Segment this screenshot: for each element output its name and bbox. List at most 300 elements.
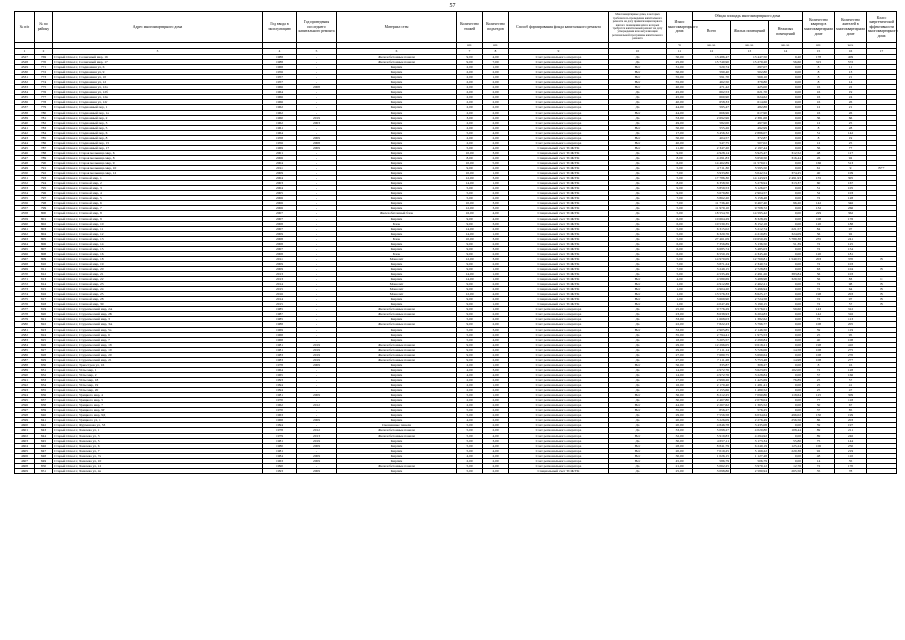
cell-area-living: 14 595,42 [731,211,769,216]
cell-area-living: 614,66 [731,100,769,105]
cell-year-overhaul: - [297,181,337,186]
cell-apartments: 72 [803,297,835,302]
cell-year-overhaul: - [297,75,337,80]
cell-area-nonliving: 316,44 [769,155,803,160]
cell-wall-material: Кирпич [337,80,457,85]
cell-year-built: 2014 [263,282,297,287]
cell-entrances: 3,00 [483,206,509,211]
cell-entrances: 2,00 [483,297,509,302]
cell-year-overhaul: - [297,261,337,266]
cell-fund-method: Специальный счет ТСЖ/УК [509,221,609,226]
cell-fund-method: Специальный счет ТСЖ/УК [509,241,609,246]
cell-year-overhaul: 2009 [297,453,337,458]
cell-area-living: 3 042,54 [731,171,769,176]
cell-year-overhaul: 2019 [297,347,337,352]
cell-apartments: 56 [803,145,835,150]
cell-must-overhaul: Да [609,307,667,312]
cell-fund-method: Счет регионального оператора [509,90,609,95]
cell-address: Старый Оскол г, Степной мкр, 13 [53,236,263,241]
cell-fund-method: Специальный счет ТСЖ/УК [509,226,609,231]
cell-must-overhaul: Да [609,236,667,241]
cell-emergency: 44,00 [667,110,693,115]
cell-area-living: 3 488,98 [731,277,769,282]
cell-area-total: 590,40 [693,70,731,75]
cell-year-overhaul: - [297,423,337,428]
cell-num: 4528 [15,60,35,65]
cell-wall-material: Кирпич [337,130,457,135]
cell-emergency: 56,00 [667,362,693,367]
cell-wall-material: Кирпич [337,383,457,388]
cell-year-built: 1969 [263,145,297,150]
cell-area-total: 7 111,28 [693,357,731,362]
cell-address: Старый Оскол г, Старая мельница мкр, 10 [53,166,263,171]
cell-residents: 26 [835,110,867,115]
cell-emergency: 5,00 [667,226,693,231]
cell-fund-method: Специальный счет ТСЖ/УК [509,256,609,261]
cell-fund-method: Счет регионального оператора [509,352,609,357]
cell-emergency: 5,00 [667,236,693,241]
cell-num-district: 778 [35,100,53,105]
cell-num: 4563 [15,236,35,241]
cell-emergency: 50,00 [667,135,693,140]
cell-area-total: 4 711,30 [693,166,731,171]
cell-num: 4592 [15,383,35,388]
cell-num-district: 816 [35,292,53,297]
cell-area-living: 2 197,44 [731,145,769,150]
cell-must-overhaul: Да [609,221,667,226]
cell-area-nonliving: 0,00 [769,211,803,216]
cell-apartments: 8 [803,80,835,85]
cell-floors: 4,00 [457,418,483,423]
cell-area-total: 2 347,20 [693,145,731,150]
cell-residents: 21 [835,105,867,110]
cell-area-nonliving: 0,00 [769,251,803,256]
cell-entrances: 2,00 [483,95,509,100]
cell-entrances: 2,00 [483,226,509,231]
cell-area-living: 4 219,85 [731,231,769,236]
cell-area-total: 4 846,78 [693,423,731,428]
cell-residents: 21 [835,75,867,80]
cell-num: 4548 [15,160,35,165]
cell-year-built: 1981 [263,448,297,453]
cell-entrances: 2,00 [483,85,509,90]
cell-floors: 9,00 [457,246,483,251]
cell-num-district: 839 [35,408,53,413]
cell-num-district: 817 [35,297,53,302]
cell-year-built: 2003 [263,181,297,186]
cell-must-overhaul: Да [609,463,667,468]
cell-entrances: 2,00 [483,408,509,413]
cell-num: 4565 [15,246,35,251]
cell-area-living: 506,79 [731,458,769,463]
cell-area-nonliving: 0,00 [769,80,803,85]
cell-wall-material: Железобетонные панели [337,352,457,357]
cell-area-nonliving: 0,00 [769,85,803,90]
cell-emergency: 6,00 [667,241,693,246]
cell-wall-material: Железобетонные панели [337,342,457,347]
cell-residents: 97 [835,226,867,231]
cell-entrances: 2,00 [483,458,509,463]
cell-num: 4573 [15,287,35,292]
cell-num: 4544 [15,140,35,145]
cell-area-total: 555,26 [693,125,731,130]
cell-must-overhaul: Нет [609,362,667,367]
cell-year-built: 1966 [263,95,297,100]
cell-num-district: 830 [35,362,53,367]
cell-floors: 9,00 [457,282,483,287]
cell-area-total: 7 111,14 [693,347,731,352]
cell-emergency: 6,00 [667,160,693,165]
cell-num-district: 837 [35,398,53,403]
cell-area-total: 10 530,35 [693,221,731,226]
cell-area-total: 4 972,76 [693,372,731,377]
cell-fund-method: Специальный счет ТСЖ/УК [509,155,609,160]
cell-num: 4552 [15,181,35,186]
cell-wall-material: Кирпич [337,378,457,383]
cell-apartments: 235 [803,236,835,241]
cell-address: Старый Оскол г, Степной мкр, 3 [53,186,263,191]
cell-fund-method: Счет регионального оператора [509,367,609,372]
cell-area-living: 6 576,01 [731,307,769,312]
cell-area-total: 4 928,14 [693,150,731,155]
cell-area-living: 3 595,50 [731,166,769,171]
cell-area-nonliving: 0,00 [769,312,803,317]
cell-area-nonliving: 0,00 [769,342,803,347]
cell-floors: 14,00 [457,231,483,236]
cell-wall-material: Кирпич [337,186,457,191]
cell-wall-material: Кирпич [337,246,457,251]
cell-area-living: 2 299,84 [731,337,769,342]
cell-area-nonliving: 0,00 [769,302,803,307]
cell-address: Старый Оскол г, Хмелева ул, 4а [53,468,263,473]
cell-emergency: 17,00 [667,130,693,135]
cell-year-built: 2015 [263,287,297,292]
cell-fund-method: Счет регионального оператора [509,433,609,438]
cell-must-overhaul: Да [609,322,667,327]
cell-area-nonliving: 0,00 [769,206,803,211]
cell-year-overhaul: 2009 [297,362,337,367]
cell-fund-method: Счет регионального оператора [509,383,609,388]
cell-area-living: 2 146,50 [731,327,769,332]
cell-floors: 2,00 [457,458,483,463]
cell-area-nonliving: 0,00 [769,191,803,196]
cell-must-overhaul: Нет [609,282,667,287]
cell-fund-method: Счет регионального оператора [509,428,609,433]
cell-fund-method: Счет регионального оператора [509,423,609,428]
cell-area-total: 660,90 [693,95,731,100]
cell-apartments: 108 [803,322,835,327]
cell-area-nonliving: 0,00 [769,65,803,70]
cell-num: 4547 [15,155,35,160]
cell-address: Старый Оскол г, Стадионный пер, 3 [53,120,263,125]
cell-area-total: 14 970,09 [693,256,731,261]
cell-must-overhaul: Нет [609,297,667,302]
cell-wall-material: Кирпич [337,110,457,115]
cell-wall-material: Кирпич [337,75,457,80]
cell-entrances: 2,00 [483,317,509,322]
cell-num-district: 787 [35,145,53,150]
cell-num: 4536 [15,100,35,105]
cell-address: Старый Оскол г, Степной мкр, 6 [53,201,263,206]
cell-year-overhaul: - [297,236,337,241]
cell-floors: 10,00 [457,160,483,165]
cell-address: Старый Оскол г, Урицкого мкр, 9Д [53,413,263,418]
cell-num-district: 774 [35,80,53,85]
cell-residents: 346 [835,201,867,206]
cell-apartments: 143 [803,307,835,312]
cell-emergency: 45,00 [667,90,693,95]
cell-num: 4605 [15,448,35,453]
cell-year-built: 1981 [263,347,297,352]
cell-apartments: 72 [803,287,835,292]
cell-year-overhaul: - [297,80,337,85]
cell-num-district: 824 [35,332,53,337]
cell-num: 4572 [15,282,35,287]
cell-num-district: 850 [35,463,53,468]
cell-area-nonliving: 118,64 [769,393,803,398]
cell-area-nonliving: 0,00 [769,372,803,377]
cell-num-district: 825 [35,337,53,342]
cell-fund-method: Счет регионального оператора [509,317,609,322]
cell-num-district: 785 [35,135,53,140]
cell-address: Старый Оскол г, Старая мельница мкр, 6 [53,150,263,155]
cell-num-district: 843 [35,428,53,433]
cell-num-district: 776 [35,90,53,95]
cell-entrances: 2,00 [483,418,509,423]
cell-residents: 26 [835,100,867,105]
cell-year-built: 1968 [263,418,297,423]
cell-address: Старый Оскол г, Стадионный пер, 8 [53,135,263,140]
cell-address: Старый Оскол г, Фурманова ул, 53 [53,423,263,428]
cell-area-total: 1 668,03 [693,317,731,322]
cell-area-nonliving: 0,00 [769,196,803,201]
cell-residents: 57 [835,302,867,307]
cell-year-built: 1963 [263,458,297,463]
cell-entrances: 1,00 [483,231,509,236]
cell-area-living: 497,90 [731,120,769,125]
cell-residents: 95 [835,332,867,337]
cell-address: Старый Оскол г, Студенческий мкр, 18 [53,342,263,347]
cell-apartments: 36 [803,115,835,120]
cell-area-living: 4 345,46 [731,251,769,256]
cell-area-living: 2 381,68 [731,115,769,120]
cell-apartments: 8 [803,125,835,130]
cell-emergency: 35,00 [667,408,693,413]
cell-must-overhaul: Да [609,256,667,261]
cell-emergency: 22,00 [667,322,693,327]
header-column-number: 7 [457,49,483,55]
cell-num-district: 811 [35,266,53,271]
cell-entrances: 4,00 [483,292,509,297]
cell-floors: 5,00 [457,186,483,191]
cell-address: Старый Оскол г, Стадионная ул, 12б [53,90,263,95]
cell-fund-method: Счет регионального оператора [509,105,609,110]
cell-area-living: 507,02 [731,140,769,145]
cell-emergency: 5,00 [667,272,693,277]
cell-year-overhaul: - [297,191,337,196]
cell-address: Старый Оскол г, Степной мкр, 12 [53,231,263,236]
cell-wall-material: Кирпич [337,166,457,171]
cell-address: Старый Оскол г, Стадионная ул, 12 [53,80,263,85]
cell-year-built: 1966 [263,100,297,105]
header-column-number: 15 [803,49,835,55]
cell-wall-material: Кирпич [337,408,457,413]
cell-floors: 16,00 [457,211,483,216]
cell-year-overhaul: 2009 [297,393,337,398]
cell-year-built: 2006 [263,196,297,201]
cell-num: 4549 [15,166,35,171]
cell-floors: 2,00 [457,90,483,95]
cell-year-built: 1985 [263,307,297,312]
cell-residents: 24 [835,95,867,100]
cell-area-nonliving: 14,58 [769,347,803,352]
cell-must-overhaul: Нет [609,110,667,115]
cell-num: 4529 [15,65,35,70]
cell-floors: 5,00 [457,393,483,398]
cell-address: Старый Оскол г, Хмелева ул, 3 [53,433,263,438]
cell-apartments: 59 [803,423,835,428]
header-area-living: Жилых помещений [731,21,769,43]
cell-num: 4594 [15,393,35,398]
cell-emergency: 44,00 [667,105,693,110]
cell-apartments: 142 [803,201,835,206]
cell-num: 4588 [15,362,35,367]
cell-year-built: 1968 [263,332,297,337]
cell-year-built: 1981 [263,393,297,398]
cell-wall-material: Блок [337,251,457,256]
cell-year-overhaul: 2009 [297,145,337,150]
cell-area-living: 9 618,21 [731,342,769,347]
header-unit-cell: кв. м. [693,43,731,49]
cell-num-district: 804 [35,231,53,236]
cell-fund-method: Счет регионального оператора [509,130,609,135]
header-unit-cell: % [667,43,693,49]
cell-residents: 167 [835,181,867,186]
cell-apartments: 72 [803,261,835,266]
cell-emergency: 25,00 [667,60,693,65]
cell-entrances: 2,00 [483,110,509,115]
cell-entrances: 2,00 [483,196,509,201]
cell-emergency: 9,00 [667,186,693,191]
cell-year-overhaul: - [297,226,337,231]
header-unit-cell: чел. [835,43,867,49]
cell-area-total: 335,87 [693,362,731,367]
cell-area-total: 3 249,15 [693,266,731,271]
cell-address: Старый Оскол г, Степной мкр, 25 [53,292,263,297]
cell-floors: 9,00 [457,352,483,357]
cell-floors: 2,00 [457,70,483,75]
cell-entrances: 2,00 [483,378,509,383]
cell-floors: 5,00 [457,463,483,468]
cell-area-nonliving: 0,00 [769,423,803,428]
cell-num: 4583 [15,337,35,342]
cell-num: 4582 [15,332,35,337]
header-column-number: 5 [297,49,337,55]
cell-apartments: 14 [803,458,835,463]
cell-year-overhaul: - [297,95,337,100]
cell-address: Старый Оскол г, Старая мельница мкр, 12 [53,171,263,176]
cell-apartments: 75 [803,438,835,443]
cell-address: Старый Оскол г, Степной мкр, 18 [53,256,263,261]
cell-area-total: 520,74 [693,65,731,70]
cell-floors: 9,00 [457,221,483,226]
cell-emergency: 8,00 [667,181,693,186]
housing-register-table-wrapper [14,11,896,474]
cell-year-built: 2013 [263,272,297,277]
header-floors: Количество этажей [457,12,483,43]
cell-apartments: 8 [803,70,835,75]
cell-floors: 9,00 [457,166,483,171]
cell-num: 4538 [15,110,35,115]
cell-residents: 305 [835,176,867,181]
cell-address: Старый Оскол г, Стадионный пер, 1а [53,110,263,115]
cell-fund-method: Счет регионального оператора [509,125,609,130]
cell-year-overhaul: - [297,216,337,221]
cell-area-living: 2 886,07 [731,130,769,135]
cell-floors: 14,00 [457,277,483,282]
cell-area-nonliving: 265,50 [769,468,803,473]
cell-entrances: 5,00 [483,160,509,165]
cell-year-built: 1980 [263,443,297,448]
cell-num: 4580 [15,322,35,327]
cell-wall-material: Монолит [337,287,457,292]
cell-fund-method: Специальный счет ТСЖ/УК [509,251,609,256]
cell-num: 4596 [15,403,35,408]
cell-year-built: 2011 [263,256,297,261]
cell-wall-material: Кирпич [337,272,457,277]
cell-emergency: 29,00 [667,413,693,418]
cell-wall-material: Кирпич [337,337,457,342]
cell-floors: 5,00 [457,443,483,448]
cell-area-living: 1 382,62 [731,317,769,322]
cell-must-overhaul: Да [609,342,667,347]
cell-entrances: 2,00 [483,347,509,352]
cell-floors: 9,00 [457,347,483,352]
cell-area-living: 2 728,83 [731,266,769,271]
cell-num-district: 783 [35,125,53,130]
cell-year-overhaul: - [297,383,337,388]
cell-address: Старый Оскол г, Степной мкр, 7 [53,206,263,211]
cell-year-overhaul: - [297,231,337,236]
cell-apartments: 16 [803,90,835,95]
cell-area-nonliving: 0,00 [769,95,803,100]
cell-num: 4597 [15,408,35,413]
cell-area-living: 8 328,29 [731,216,769,221]
cell-year-built: 2007 [263,216,297,221]
cell-year-built: 2008 [263,241,297,246]
cell-year-overhaul: - [297,302,337,307]
header-column-number: 14 [769,49,803,55]
cell-num: 4586 [15,352,35,357]
cell-area-total: 4 580,69 [693,277,731,282]
cell-emergency: 1,00 [667,292,693,297]
cell-year-overhaul: - [297,186,337,191]
cell-area-nonliving: 9,40 [769,55,803,60]
cell-entrances: 2,00 [483,398,509,403]
cell-entrances: 3,00 [483,201,509,206]
cell-num-district: 805 [35,236,53,241]
cell-residents: 41 [835,383,867,388]
cell-floors: 8,00 [457,155,483,160]
header-num: № п/п [15,12,35,43]
cell-entrances: 2,00 [483,468,509,473]
cell-residents: 25 [835,140,867,145]
cell-area-nonliving: 0,00 [769,120,803,125]
cell-area-total: 5 919,83 [693,433,731,438]
cell-area-total: 8 212,25 [693,393,731,398]
cell-area-living: 9 708,72 [731,206,769,211]
cell-num: 4546 [15,150,35,155]
